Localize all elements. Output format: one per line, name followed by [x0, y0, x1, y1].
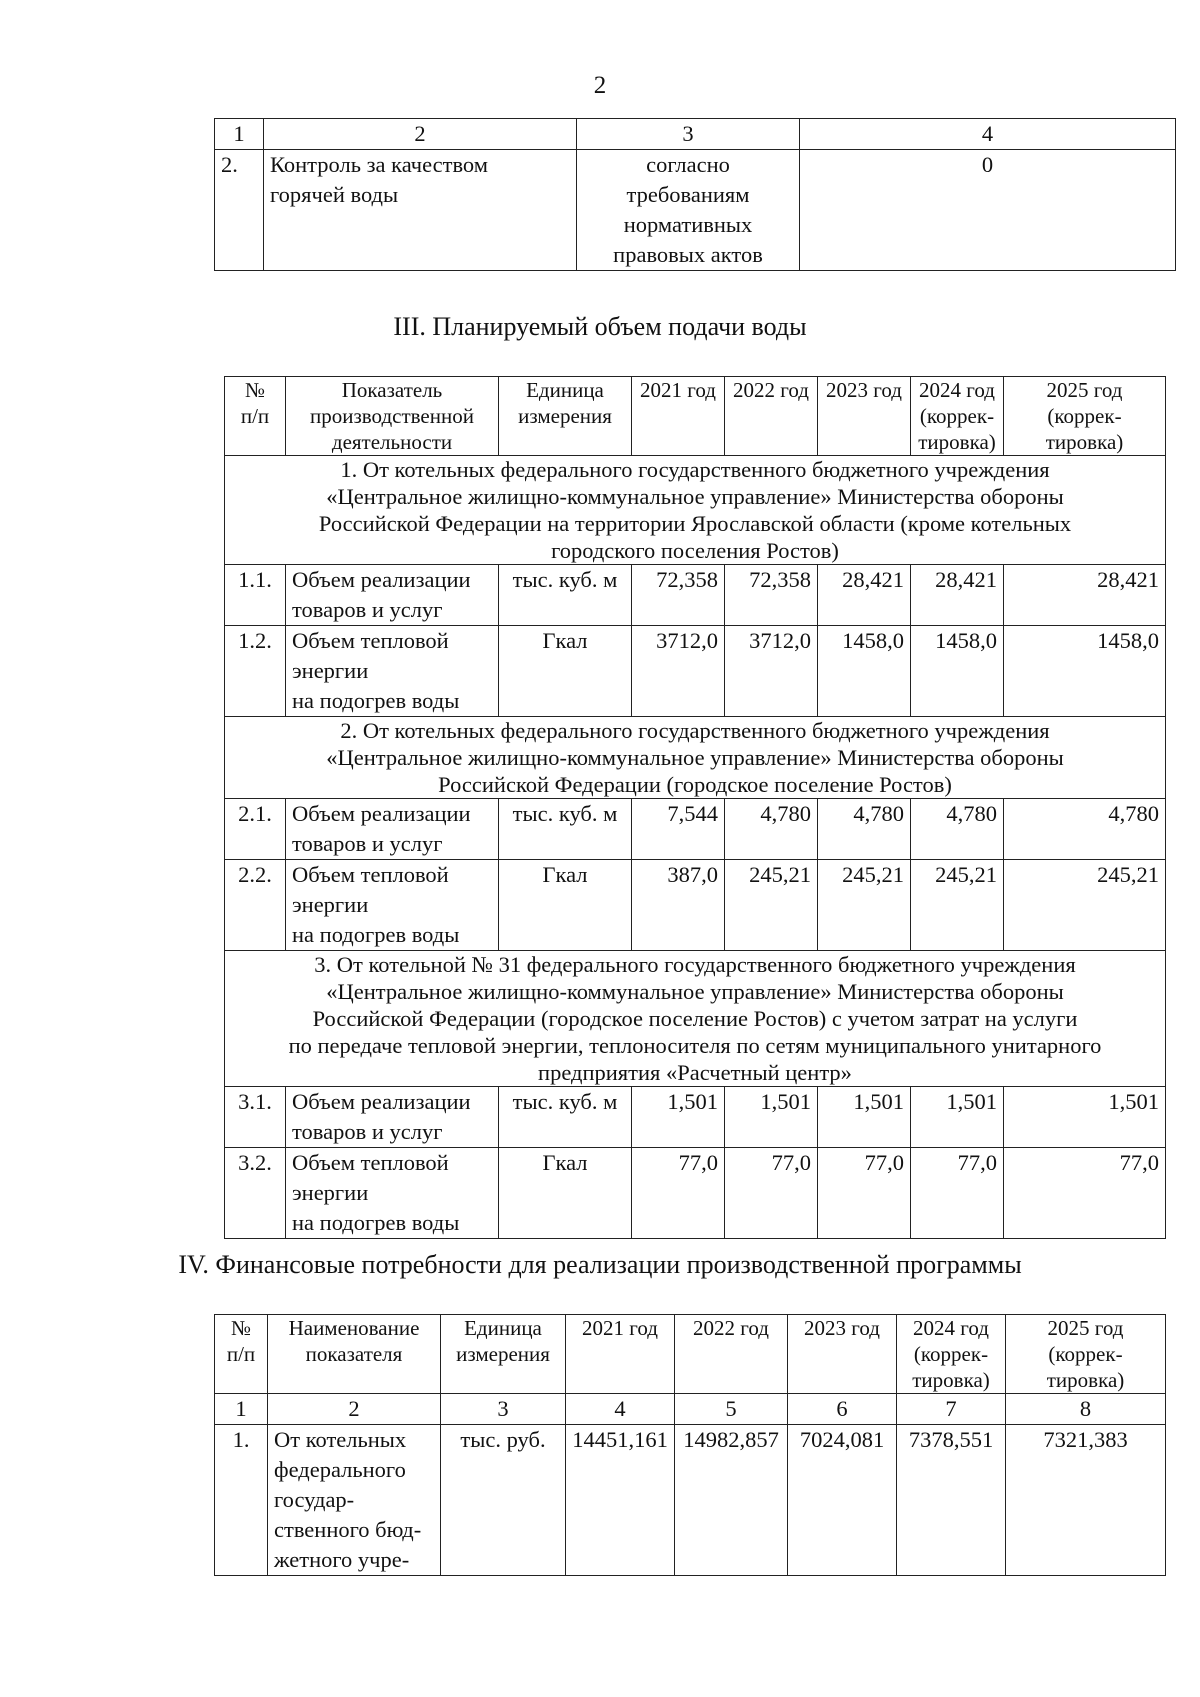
text-line: (коррек-: [913, 1342, 989, 1366]
text-line: Российской Федерации (городское поселение Ростов) с учетом затрат на услуги: [312, 1006, 1078, 1031]
text-line: Контроль за качеством: [270, 152, 488, 177]
header-year: 2022 год: [675, 1315, 788, 1394]
row-value: 1458,0: [818, 626, 911, 717]
text-line: Российской Федерации на территории Ярославской области (кроме котельных: [318, 511, 1072, 536]
text-line: городского поселения Ростов): [551, 538, 839, 563]
table-header-row: [215, 119, 1176, 150]
group-title: [225, 951, 1166, 1087]
text-line: горячей воды: [270, 182, 399, 207]
row-value: 77,0: [632, 1148, 725, 1239]
col-number-cell: 1: [215, 1394, 268, 1425]
header-indicator: [286, 377, 499, 456]
text-line: Наименование: [288, 1316, 420, 1340]
row-unit: тыс. руб.: [441, 1425, 566, 1576]
text-line: на подогрев воды: [292, 688, 460, 713]
col-number-cell: 3: [577, 119, 800, 150]
text-line: «Центральное жилищно-коммунальное управление» Министерства обороны: [326, 979, 1064, 1004]
col-number-cell: 7: [897, 1394, 1006, 1425]
text-line: №: [230, 1316, 252, 1340]
text-line: измерения: [518, 404, 612, 428]
text-line: п/п: [240, 404, 270, 428]
row-number: 3.1.: [225, 1087, 286, 1148]
text-line: «Центральное жилищно-коммунальное управление» Министерства обороны: [326, 745, 1064, 770]
row-unit: тыс. куб. м: [499, 799, 632, 860]
text-line: энергии: [292, 892, 369, 917]
text-line: 2024 год: [919, 378, 995, 402]
text-line: Объем реализации: [292, 801, 471, 826]
col-number-cell: 8: [1006, 1394, 1166, 1425]
row-requirement: [577, 150, 800, 271]
text-line: требованиям: [626, 182, 750, 207]
text-line: тировка): [1045, 430, 1124, 454]
row-number: 1.: [215, 1425, 268, 1576]
text-line: Объем реализации: [292, 1089, 471, 1114]
header-num: [225, 377, 286, 456]
text-line: Объем тепловой: [292, 1150, 449, 1175]
col-number-cell: 1: [215, 119, 264, 150]
header-year: [1004, 377, 1166, 456]
section-title: III. Планируемый объем подачи воды: [393, 312, 807, 341]
text-line: предприятия «Расчетный центр»: [538, 1060, 852, 1085]
row-number: 2.1.: [225, 799, 286, 860]
row-value: 4,780: [818, 799, 911, 860]
table-row: [225, 626, 1166, 717]
row-name: [286, 1087, 499, 1148]
col-number-cell: 4: [800, 119, 1176, 150]
row-value: 3712,0: [725, 626, 818, 717]
text-line: (коррек-: [1048, 1342, 1123, 1366]
table-row: [225, 799, 1166, 860]
row-unit: Гкал: [499, 626, 632, 717]
col-number-cell: 6: [788, 1394, 897, 1425]
table-row: [225, 565, 1166, 626]
text-line: Объем тепловой: [292, 862, 449, 887]
text-line: п/п: [226, 1342, 256, 1366]
text-line: тировка): [912, 1368, 990, 1392]
col-number-cell: 5: [675, 1394, 788, 1425]
text-line: тировка): [918, 430, 996, 454]
row-value: 72,358: [725, 565, 818, 626]
header-year: [911, 377, 1004, 456]
row-value: 28,421: [818, 565, 911, 626]
text-line: Объем реализации: [292, 567, 471, 592]
text-line: Российской Федерации (городское поселение Ростов): [438, 772, 952, 797]
row-value: 14982,857: [675, 1425, 788, 1576]
row-unit: тыс. куб. м: [499, 1087, 632, 1148]
table-header-row: [225, 377, 1166, 456]
text-line: федерального: [274, 1457, 406, 1482]
col-number-cell: 2: [268, 1394, 441, 1425]
text-line: №: [244, 378, 266, 402]
row-number: 1.2.: [225, 626, 286, 717]
text-line: жетного учре-: [274, 1547, 410, 1572]
text-line: Единица: [464, 1316, 542, 1340]
row-value: 1,501: [911, 1087, 1004, 1148]
text-line: 2. От котельных федерального государственного бюджетного учреждения: [340, 718, 1050, 743]
row-value: 3712,0: [632, 626, 725, 717]
group-title: [225, 717, 1166, 799]
text-line: «Центральное жилищно-коммунальное управление» Министерства обороны: [326, 484, 1064, 509]
row-value: 1,501: [818, 1087, 911, 1148]
text-line: нормативных: [623, 212, 753, 237]
column-number-row: [215, 1394, 1166, 1425]
row-value: 77,0: [818, 1148, 911, 1239]
row-value: 245,21: [725, 860, 818, 951]
row-value: 14451,161: [566, 1425, 675, 1576]
text-line: 2025 год: [1046, 378, 1123, 402]
text-line: Объем тепловой: [292, 628, 449, 653]
header-year: 2023 год: [788, 1315, 897, 1394]
header-year: 2021 год: [566, 1315, 675, 1394]
row-value: 77,0: [725, 1148, 818, 1239]
row-value: 4,780: [725, 799, 818, 860]
group-title-row: [225, 951, 1166, 1087]
row-unit: Гкал: [499, 1148, 632, 1239]
group-title: [225, 456, 1166, 565]
row-value: 7321,383: [1006, 1425, 1166, 1576]
row-number: 2.: [215, 150, 264, 271]
row-value: 245,21: [1004, 860, 1166, 951]
row-name: [286, 565, 499, 626]
header-year: 2023 год: [818, 377, 911, 456]
text-line: (коррек-: [1047, 404, 1122, 428]
section-title: IV. Финансовые потребности для реализации производственной программы: [178, 1250, 1022, 1279]
row-name: [286, 860, 499, 951]
row-name: [286, 626, 499, 717]
text-line: деятельности: [331, 430, 453, 454]
text-line: Единица: [526, 378, 604, 402]
row-value: 1,501: [725, 1087, 818, 1148]
row-name: [268, 1425, 441, 1576]
text-line: правовых актов: [613, 242, 763, 267]
row-number: 1.1.: [225, 565, 286, 626]
text-line: товаров и услуг: [292, 1119, 443, 1144]
header-unit: [441, 1315, 566, 1394]
header-year: 2021 год: [632, 377, 725, 456]
group-title-row: [225, 717, 1166, 799]
text-line: 3. От котельной № 31 федерального государственного бюджетного учреждения: [314, 952, 1076, 977]
table-row: [225, 860, 1166, 951]
header-year: [897, 1315, 1006, 1394]
table-row: [225, 1148, 1166, 1239]
text-line: на подогрев воды: [292, 1210, 460, 1235]
row-value: 7024,081: [788, 1425, 897, 1576]
row-name: [264, 150, 577, 271]
text-line: 2025 год: [1047, 1316, 1124, 1340]
group-title-row: [225, 456, 1166, 565]
row-unit: тыс. куб. м: [499, 565, 632, 626]
row-value: 4,780: [1004, 799, 1166, 860]
text-line: измерения: [456, 1342, 550, 1366]
row-value: 7378,551: [897, 1425, 1006, 1576]
row-value: 1,501: [1004, 1087, 1166, 1148]
text-line: От котельных: [274, 1427, 407, 1452]
text-line: на подогрев воды: [292, 922, 460, 947]
row-unit: Гкал: [499, 860, 632, 951]
row-value: 72,358: [632, 565, 725, 626]
quality-control-table: [214, 118, 1176, 271]
row-number: 2.2.: [225, 860, 286, 951]
financial-needs-table: [214, 1314, 1166, 1576]
row-number: 3.2.: [225, 1148, 286, 1239]
row-value: 1458,0: [1004, 626, 1166, 717]
text-line: производственной: [310, 404, 474, 428]
col-number-cell: 3: [441, 1394, 566, 1425]
text-line: 1. От котельных федерального государственного бюджетного учреждения: [340, 457, 1050, 482]
row-value: 77,0: [911, 1148, 1004, 1239]
page-number: 2: [593, 72, 607, 99]
table-header-row: [215, 1315, 1166, 1394]
row-value: 28,421: [1004, 565, 1166, 626]
text-line: Показатель: [341, 378, 443, 402]
text-line: ственного бюд-: [274, 1517, 422, 1542]
row-value: 77,0: [1004, 1148, 1166, 1239]
row-value: 387,0: [632, 860, 725, 951]
col-number-cell: 4: [566, 1394, 675, 1425]
table-row: [215, 150, 1176, 271]
row-value: 28,421: [911, 565, 1004, 626]
header-year: 2022 год: [725, 377, 818, 456]
text-line: по передаче тепловой энергии, теплоносителя по сетям муниципального унитарного: [288, 1033, 1102, 1058]
text-line: энергии: [292, 1180, 369, 1205]
row-name: [286, 1148, 499, 1239]
header-name: [268, 1315, 441, 1394]
water-supply-table: [224, 376, 1166, 1239]
row-value: 245,21: [818, 860, 911, 951]
text-line: энергии: [292, 658, 369, 683]
col-number-cell: 2: [264, 119, 577, 150]
table-row: [215, 1425, 1166, 1576]
text-line: показателя: [305, 1342, 403, 1366]
text-line: товаров и услуг: [292, 597, 443, 622]
row-value: 7,544: [632, 799, 725, 860]
text-line: 2024 год: [913, 1316, 989, 1340]
row-name: [286, 799, 499, 860]
row-value: 4,780: [911, 799, 1004, 860]
text-line: (коррек-: [919, 404, 995, 428]
row-value: 245,21: [911, 860, 1004, 951]
text-line: государ-: [274, 1487, 355, 1512]
header-year: [1006, 1315, 1166, 1394]
text-line: согласно: [646, 152, 730, 177]
header-unit: [499, 377, 632, 456]
table-row: [225, 1087, 1166, 1148]
row-value: 1,501: [632, 1087, 725, 1148]
header-num: [215, 1315, 268, 1394]
row-value: 1458,0: [911, 626, 1004, 717]
text-line: тировка): [1046, 1368, 1125, 1392]
text-line: товаров и услуг: [292, 831, 443, 856]
row-value: 0: [800, 150, 1176, 271]
